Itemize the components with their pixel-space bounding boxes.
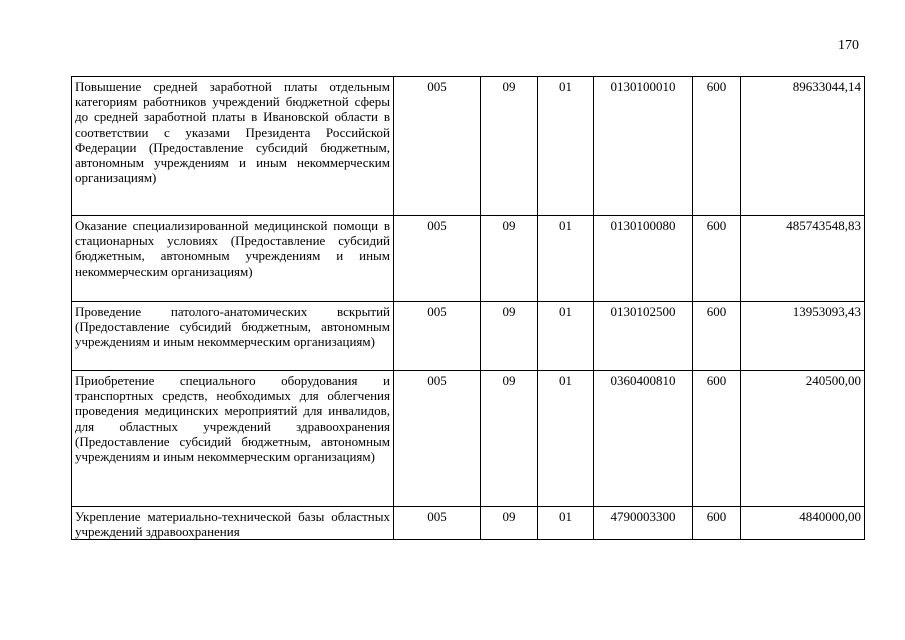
table-row bbox=[72, 507, 865, 540]
table-row bbox=[72, 302, 865, 371]
row-subsection-code: 01 bbox=[538, 216, 594, 302]
row-ministry-code: 005 bbox=[394, 216, 481, 302]
row-target-article-code: 0130100080 bbox=[594, 216, 693, 302]
row-subsection-code: 01 bbox=[538, 302, 594, 371]
table-row bbox=[72, 371, 865, 507]
row-expense-type-code: 600 bbox=[693, 371, 741, 507]
row-target-article-code: 0360400810 bbox=[594, 371, 693, 507]
row-amount: 13953093,43 bbox=[741, 302, 865, 371]
row-subsection-code: 01 bbox=[538, 507, 594, 540]
row-subsection-code: 01 bbox=[538, 77, 594, 216]
row-target-article-code: 4790003300 bbox=[594, 507, 693, 540]
row-expense-type-code: 600 bbox=[693, 507, 741, 540]
row-subsection-code: 01 bbox=[538, 371, 594, 507]
row-section-code: 09 bbox=[481, 507, 538, 540]
row-section-code: 09 bbox=[481, 77, 538, 216]
row-ministry-code: 005 bbox=[394, 302, 481, 371]
row-amount: 89633044,14 bbox=[741, 77, 865, 216]
row-description: Повышение средней заработной платы отдельным категориям работников учреждений бюджетной сферы до средней заработной платы в Ивановской области в соответствии с указами Президента Российской Федерации (Предоставление субсидий бюджетным, автономным учреждениям и иным некоммерческим организациям) bbox=[72, 77, 394, 216]
row-expense-type-code: 600 bbox=[693, 216, 741, 302]
table-row bbox=[72, 216, 865, 302]
row-amount: 240500,00 bbox=[741, 371, 865, 507]
row-amount: 485743548,83 bbox=[741, 216, 865, 302]
row-expense-type-code: 600 bbox=[693, 302, 741, 371]
row-description: Оказание специализированной медицинской помощи в стационарных условиях (Предоставление субсидий бюджетным, автономным учреждениям и иным некоммерческим организациям) bbox=[72, 216, 394, 302]
row-ministry-code: 005 bbox=[394, 507, 481, 540]
row-section-code: 09 bbox=[481, 371, 538, 507]
row-description: Приобретение специального оборудования и транспортных средств, необходимых для облегчения проведения медицинских мероприятий для инвалидов, для областных учреждений здравоохранения (Предоставление субсидий бюджетным, автономным учреждениям и иным некоммерческим организациям) bbox=[72, 371, 394, 507]
row-description: Укрепление материально-технической базы областных учреждений здравоохранения bbox=[72, 507, 394, 540]
table-row bbox=[72, 77, 865, 216]
row-target-article-code: 0130102500 bbox=[594, 302, 693, 371]
row-ministry-code: 005 bbox=[394, 77, 481, 216]
row-ministry-code: 005 bbox=[394, 371, 481, 507]
row-target-article-code: 0130100010 bbox=[594, 77, 693, 216]
row-expense-type-code: 600 bbox=[693, 77, 741, 216]
row-description: Проведение патолого-анатомических вскрытий (Предоставление субсидий бюджетным, автономным учреждениям и иным некоммерческим организациям) bbox=[72, 302, 394, 371]
page-number: 170 bbox=[838, 38, 859, 53]
row-section-code: 09 bbox=[481, 216, 538, 302]
row-section-code: 09 bbox=[481, 302, 538, 371]
row-amount: 4840000,00 bbox=[741, 507, 865, 540]
budget-table bbox=[71, 76, 865, 540]
